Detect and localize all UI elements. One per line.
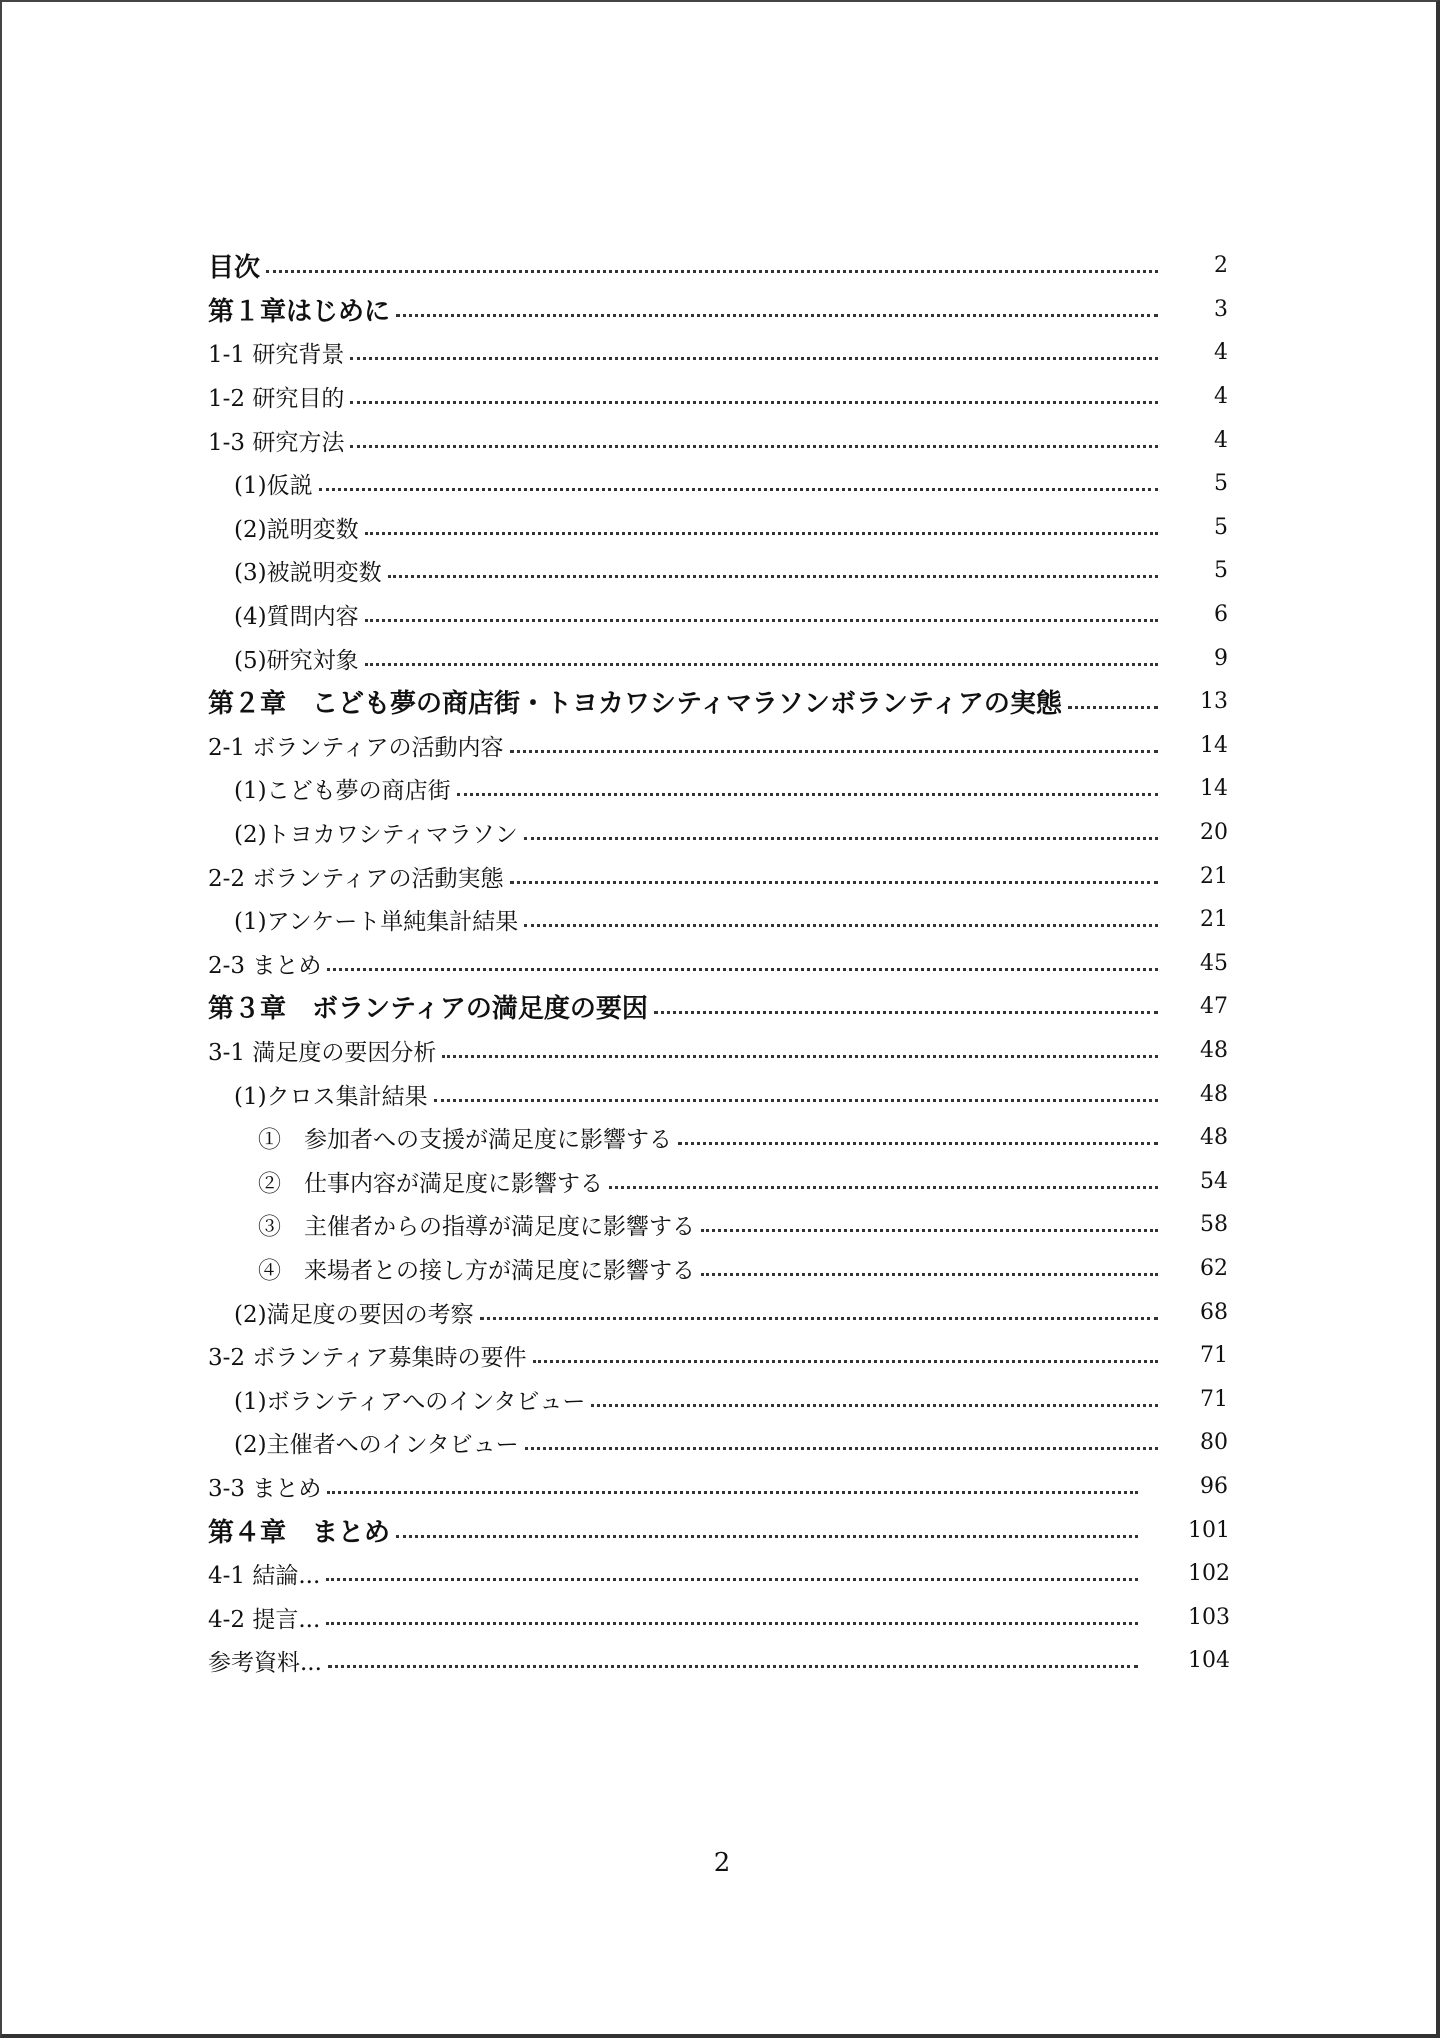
toc-entry-page-number: 13: [1200, 689, 1228, 715]
toc-entry: [208, 1290, 1228, 1334]
dot-leader: [510, 881, 1158, 884]
toc-entry-page-number: 80: [1200, 1430, 1228, 1456]
toc-entry-page-number: 48: [1200, 1081, 1228, 1107]
toc-entry-page-number: 103: [1188, 1604, 1230, 1630]
dot-leader: [533, 1360, 1158, 1363]
toc-entry: [208, 636, 1228, 680]
toc-entry-title: 3-2 ボランティア募集時の要件: [208, 1339, 533, 1372]
dot-leader: [350, 401, 1158, 404]
dot-leader: [510, 750, 1158, 753]
toc-entry-page-number: 4: [1214, 427, 1228, 453]
toc-entry-title: (1)仮説: [234, 467, 319, 500]
toc-entry: [208, 1377, 1228, 1421]
dot-leader: [678, 1142, 1158, 1145]
toc-entry-page-number: 5: [1214, 471, 1228, 497]
dot-leader: [591, 1404, 1158, 1407]
dot-leader: [524, 837, 1158, 840]
toc-entry-page-number: 96: [1200, 1473, 1228, 1499]
toc-entry: [208, 1159, 1228, 1203]
toc-entry-page-number: 71: [1200, 1343, 1228, 1369]
toc-entry: [208, 854, 1228, 898]
toc-entry-title: 3-1 満足度の要因分析: [208, 1034, 442, 1067]
dot-leader: [350, 357, 1158, 360]
dot-leader: [524, 924, 1158, 927]
toc-entry: [208, 1465, 1228, 1509]
dot-leader: [319, 488, 1158, 491]
dot-leader: [457, 793, 1158, 796]
toc-entry-page-number: 21: [1200, 907, 1228, 933]
toc-entry-page-number: 68: [1200, 1299, 1228, 1325]
dot-leader: [326, 1622, 1138, 1625]
toc-entry: [208, 331, 1228, 375]
toc-entry-page-number: 104: [1188, 1648, 1230, 1674]
toc-entry-page-number: 5: [1214, 514, 1228, 540]
toc-entry-title: ③ 主催者からの指導が満足度に影響する: [258, 1208, 701, 1241]
toc-entry: [208, 1639, 1228, 1683]
dot-leader: [609, 1186, 1158, 1189]
toc-entry-page-number: 9: [1214, 645, 1228, 671]
toc-entry-title: (1)クロス集計結果: [234, 1078, 434, 1111]
toc-entry-page-number: 62: [1200, 1255, 1228, 1281]
toc-entry: [208, 244, 1228, 288]
toc-entry: [208, 1029, 1228, 1073]
toc-entry-page-number: 4: [1214, 384, 1228, 410]
toc-entry: [208, 506, 1228, 550]
toc-entry-title: (1)こども夢の商店街: [234, 772, 457, 805]
toc-entry-page-number: 21: [1200, 863, 1228, 889]
dot-leader: [365, 619, 1158, 622]
toc-entry-page-number: 48: [1200, 1125, 1228, 1151]
toc-entry-page-number: 6: [1214, 602, 1228, 628]
toc-entry: [208, 1334, 1228, 1378]
toc-entry-title: 第３章 ボランティアの満足度の要因: [208, 988, 654, 1025]
toc-entry-title: ④ 来場者との接し方が満足度に影響する: [258, 1252, 701, 1285]
toc-entry: [208, 942, 1228, 986]
toc-entry: [208, 1203, 1228, 1247]
toc-entry-title: 2-2 ボランティアの活動実態: [208, 860, 510, 893]
toc-entry-page-number: 2: [1214, 253, 1228, 279]
dot-leader: [365, 663, 1158, 666]
toc-entry: [208, 767, 1228, 811]
dot-leader: [434, 1099, 1158, 1102]
toc-entry-page-number: 54: [1200, 1168, 1228, 1194]
page-number: 2: [713, 1848, 731, 1878]
dot-leader: [328, 1665, 1138, 1668]
toc-entry: [208, 375, 1228, 419]
toc-entry-title: (1)アンケート単純集計結果: [234, 903, 524, 936]
toc-entry-title: 第１章はじめに: [208, 291, 396, 328]
dot-leader: [1068, 706, 1158, 709]
toc-entry-title: (2)主催者へのインタビュー: [234, 1426, 525, 1459]
toc-entry: [208, 985, 1228, 1029]
toc-entry: [208, 1552, 1228, 1596]
toc-entry-title: 4-2 提言...: [208, 1601, 326, 1634]
dot-leader: [326, 1578, 1138, 1581]
toc-entry: [208, 462, 1228, 506]
dot-leader: [442, 1055, 1158, 1058]
toc-entry: [208, 1116, 1228, 1160]
toc-entry-title: ② 仕事内容が満足度に影響する: [258, 1165, 609, 1198]
toc-entry-page-number: 47: [1200, 994, 1228, 1020]
dot-leader: [350, 445, 1158, 448]
toc-entry-title: 第２章 こども夢の商店街・トヨカワシティマラソンボランティアの実態: [208, 683, 1068, 720]
toc-entry-page-number: 5: [1214, 558, 1228, 584]
toc-entry-title: 目次: [208, 247, 266, 284]
toc-entry-title: (2)説明変数: [234, 511, 365, 544]
toc-entry: [208, 418, 1228, 462]
toc-entry: [208, 898, 1228, 942]
toc-entry-page-number: 101: [1188, 1517, 1230, 1543]
dot-leader: [396, 1535, 1138, 1538]
toc-entry-title: (4)質問内容: [234, 598, 365, 631]
dot-leader: [388, 575, 1158, 578]
toc-entry-page-number: 102: [1188, 1561, 1230, 1587]
toc-entry-page-number: 48: [1200, 1037, 1228, 1063]
toc-entry-page-number: 14: [1200, 776, 1228, 802]
toc-entry-page-number: 4: [1214, 340, 1228, 366]
toc-entry-page-number: 20: [1200, 820, 1228, 846]
toc-entry-page-number: 71: [1200, 1386, 1228, 1412]
dot-leader: [701, 1273, 1158, 1276]
dot-leader: [266, 270, 1158, 273]
toc-entry-title: 3-3 まとめ: [208, 1470, 327, 1503]
toc-entry-page-number: 45: [1200, 950, 1228, 976]
toc-entry-title: (5)研究対象: [234, 642, 365, 675]
toc-entry-page-number: 58: [1200, 1212, 1228, 1238]
toc-entry-title: 4-1 結論...: [208, 1557, 326, 1590]
toc-entry-title: (1)ボランティアへのインタビュー: [234, 1383, 591, 1416]
toc-entry-title: (2)満足度の要因の考察: [234, 1296, 480, 1329]
dot-leader: [327, 1491, 1138, 1494]
toc-entry-title: 1-2 研究目的: [208, 380, 350, 413]
toc-entry-page-number: 3: [1214, 296, 1228, 322]
dot-leader: [327, 968, 1158, 971]
toc-entry: [208, 1247, 1228, 1291]
toc-entry: [208, 593, 1228, 637]
table-of-contents: [208, 244, 1228, 1683]
toc-entry: [208, 549, 1228, 593]
toc-entry-title: (2)トヨカワシティマラソン: [234, 816, 524, 849]
dot-leader: [701, 1229, 1158, 1232]
toc-entry: [208, 1508, 1228, 1552]
toc-entry-title: 2-1 ボランティアの活動内容: [208, 729, 510, 762]
toc-entry-title: ① 参加者への支援が満足度に影響する: [258, 1121, 678, 1154]
toc-entry: [208, 1072, 1228, 1116]
toc-entry: [208, 680, 1228, 724]
toc-entry-title: 第４章 まとめ: [208, 1512, 396, 1549]
dot-leader: [365, 532, 1158, 535]
toc-entry: [208, 1595, 1228, 1639]
toc-entry-title: 参考資料...: [208, 1644, 328, 1677]
toc-entry: [208, 811, 1228, 855]
toc-entry-title: 2-3 まとめ: [208, 947, 327, 980]
dot-leader: [396, 314, 1158, 317]
toc-entry-title: (3)被説明変数: [234, 554, 388, 587]
dot-leader: [480, 1317, 1158, 1320]
toc-entry: [208, 1421, 1228, 1465]
dot-leader: [654, 1011, 1158, 1014]
toc-entry-title: 1-3 研究方法: [208, 424, 350, 457]
toc-entry-title: 1-1 研究背景: [208, 336, 350, 369]
dot-leader: [525, 1447, 1158, 1450]
toc-entry-page-number: 14: [1200, 732, 1228, 758]
toc-entry: [208, 288, 1228, 332]
toc-entry: [208, 724, 1228, 768]
